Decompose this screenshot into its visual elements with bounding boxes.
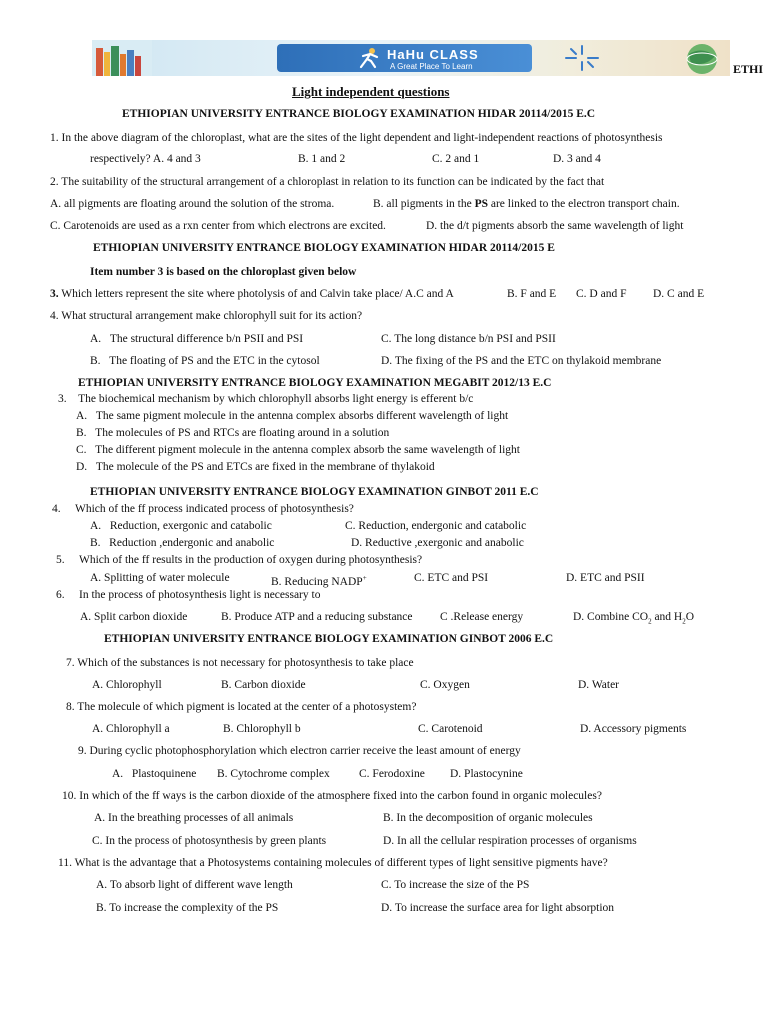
question-3-option-b: B. F and E [507,288,557,300]
question-10-option-c: C. In the process of photosynthesis by green plants [92,835,327,847]
question-3-stem: 3. Which letters represent the site where photolysis of and Calvin take place/ A.C and A [50,288,454,300]
question-6-stem: 6. In the process of photosynthesis light is necessary to [56,589,321,601]
question-10-option-a: A. In the breathing processes of all animals [94,812,294,824]
question-11-option-a: A. To absorb light of different wave length [96,879,293,891]
question-5-option-b: B. Reducing NADP+ [271,574,367,588]
question-1-option-a: respectively? A. 4 and 3 [90,153,201,165]
question-4-option-c: C. The long distance b/n PSI and PSII [381,333,556,345]
brand-tagline: A Great Place To Learn [390,62,473,71]
question-7-option-a: A. Chlorophyll [92,679,162,691]
question-1-stem: 1. In the above diagram of the chloroplast, what are the sites of the light dependent and light-independent reactions of photosynthesis [50,132,663,144]
question-11-option-c: C. To increase the size of the PS [381,879,530,891]
question-4-stem: 4. What structural arrangement make chlorophyll suit for its action? [50,310,363,322]
question-10-stem: 10. In which of the ff ways is the carbon dioxide of the atmosphere fixed into the carbon found in organic molecules? [62,790,602,802]
question-7-option-b: B. Carbon dioxide [221,679,306,691]
question-11-option-b: B. To increase the complexity of the PS [96,902,279,914]
question-2-option-d: D. the d/t pigments absorb the same wavelength of light [426,220,684,232]
cut-off-header-text: ETHI [733,62,764,76]
question-8-option-b: B. Chlorophyll b [223,723,301,735]
question-6-option-d: D. Combine $CO_2$ and $H_2O$ [573,611,695,626]
question-4b-stem: 4. Which of the ff process indicated process of photosynthesis? [52,503,354,515]
section-note: Item number 3 is based on the chloroplast given below [90,266,357,278]
question-4b-option-c: C. Reduction, endergonic and catabolic [345,520,527,532]
bookshelf-icon [92,40,152,76]
question-8-option-a: A. Chlorophyll a [92,723,170,735]
question-10-option-d: D. In all the cellular respiration processes of organisms [383,835,637,847]
question-9-stem: 9. During cyclic photophosphorylation which electron carrier receive the least amount of energy [78,745,521,757]
question-7-option-c: C. Oxygen [420,679,470,691]
section-heading: ETHIOPIAN UNIVERSITY ENTRANCE BIOLOGY EXAMINATION GINBOT 2011 E.C [90,486,539,498]
question-6-option-a: A. Split carbon dioxide [80,611,188,623]
hahu-class-banner [92,40,730,76]
page-title: Light independent questions [292,84,450,99]
globe-icon [677,42,727,76]
question-10-option-b: B. In the decomposition of organic molecules [383,812,593,824]
question-3b-option-a: A. The same pigment molecule in the antenna complex absorbs different wavelength of light [76,410,509,422]
question-8-stem: 8. The molecule of which pigment is located at the center of a photosystem? [66,701,417,713]
question-3b-stem: 3. The biochemical mechanism by which chlorophyll absorbs light energy is efferent b/c [58,393,474,405]
runner-icon [355,47,381,69]
question-7-stem: 7. Which of the substances is not necessary for photosynthesis to take place [66,657,414,669]
question-9-option-b: B. Cytochrome complex [217,768,330,780]
sparkle-icon [562,44,602,72]
question-9-option-d: D. Plastocynine [450,768,523,780]
section-heading: ETHIOPIAN UNIVERSITY ENTRANCE BIOLOGY EXAMINATION MEGABIT 2012/13 E.C [78,377,552,389]
question-9-option-c: C. Ferodoxine [359,768,425,780]
question-4b-option-d: D. Reductive ,exergonic and anabolic [351,537,524,549]
question-4-option-a: A. The structural difference b/n PSII and PSI [90,333,304,345]
section-heading: ETHIOPIAN UNIVERSITY ENTRANCE BIOLOGY EXAMINATION GINBOT 2006 E.C [104,633,554,645]
question-1-option-c: C. 2 and 1 [432,153,480,165]
question-5-option-a: A. Splitting of water molecule [90,572,230,584]
question-3-option-c: C. D and F [576,288,627,300]
section-heading: ETHIOPIAN UNIVERSITY ENTRANCE BIOLOGY EXAMINATION HIDAR 20114/2015 E.C [122,108,596,120]
question-3-option-d: D. C and E [653,288,705,300]
question-11-stem: 11. What is the advantage that a Photosystems containing molecules of different types of light sensitive pigments have? [58,857,608,869]
question-6-option-b: B. Produce ATP and a reducing substance [221,611,413,623]
question-5-option-c: C. ETC and PSI [414,572,489,584]
brand-logo [277,44,532,72]
question-4-option-d: D. The fixing of the PS and the ETC on thylakoid membrane [381,355,662,367]
question-8-option-c: C. Carotenoid [418,723,483,735]
question-3b-option-b: B. The molecules of PS and RTCs are floating around in a solution [76,427,390,439]
question-6-option-c: C .Release energy [440,611,524,623]
question-4-option-b: B. The floating of PS and the ETC in the cytosol [90,355,320,367]
question-2-option-a: A. all pigments are floating around the solution of the stroma. [50,198,335,210]
brand-name: HaHu CLASS [387,47,479,62]
question-8-option-d: D. Accessory pigments [580,723,687,735]
question-2-option-b: B. all pigments in the PS are linked to the electron transport chain. [373,198,680,210]
question-2-option-c: C. Carotenoids are used as a rxn center from which electrons are excited. [50,220,386,232]
question-3b-option-d: D. The molecule of the PS and ETCs are fixed in the membrane of thylakoid [76,461,435,473]
question-7-option-d: D. Water [578,679,620,691]
question-3b-option-c: C. The different pigment molecule in the antenna complex absorb the same wavelength of light [76,444,521,456]
question-1-option-b: B. 1 and 2 [298,153,346,165]
question-2-stem: 2. The suitability of the structural arrangement of a chloroplast in relation to its function can be indicated by the fact that [50,176,605,188]
question-11-option-d: D. To increase the surface area for light absorption [381,902,615,914]
question-9-option-a: A. Plastoquinene [112,768,197,780]
question-4b-option-a: A. Reduction, exergonic and catabolic [90,520,272,532]
question-5-option-d: D. ETC and PSII [566,572,645,584]
question-4b-option-b: B. Reduction ,endergonic and anabolic [90,537,275,549]
question-5-stem: 5. Which of the ff results in the production of oxygen during photosynthesis? [56,554,423,566]
question-1-option-d: D. 3 and 4 [553,153,601,165]
section-heading: ETHIOPIAN UNIVERSITY ENTRANCE BIOLOGY EXAMINATION HIDAR 20114/2015 E [93,242,555,254]
